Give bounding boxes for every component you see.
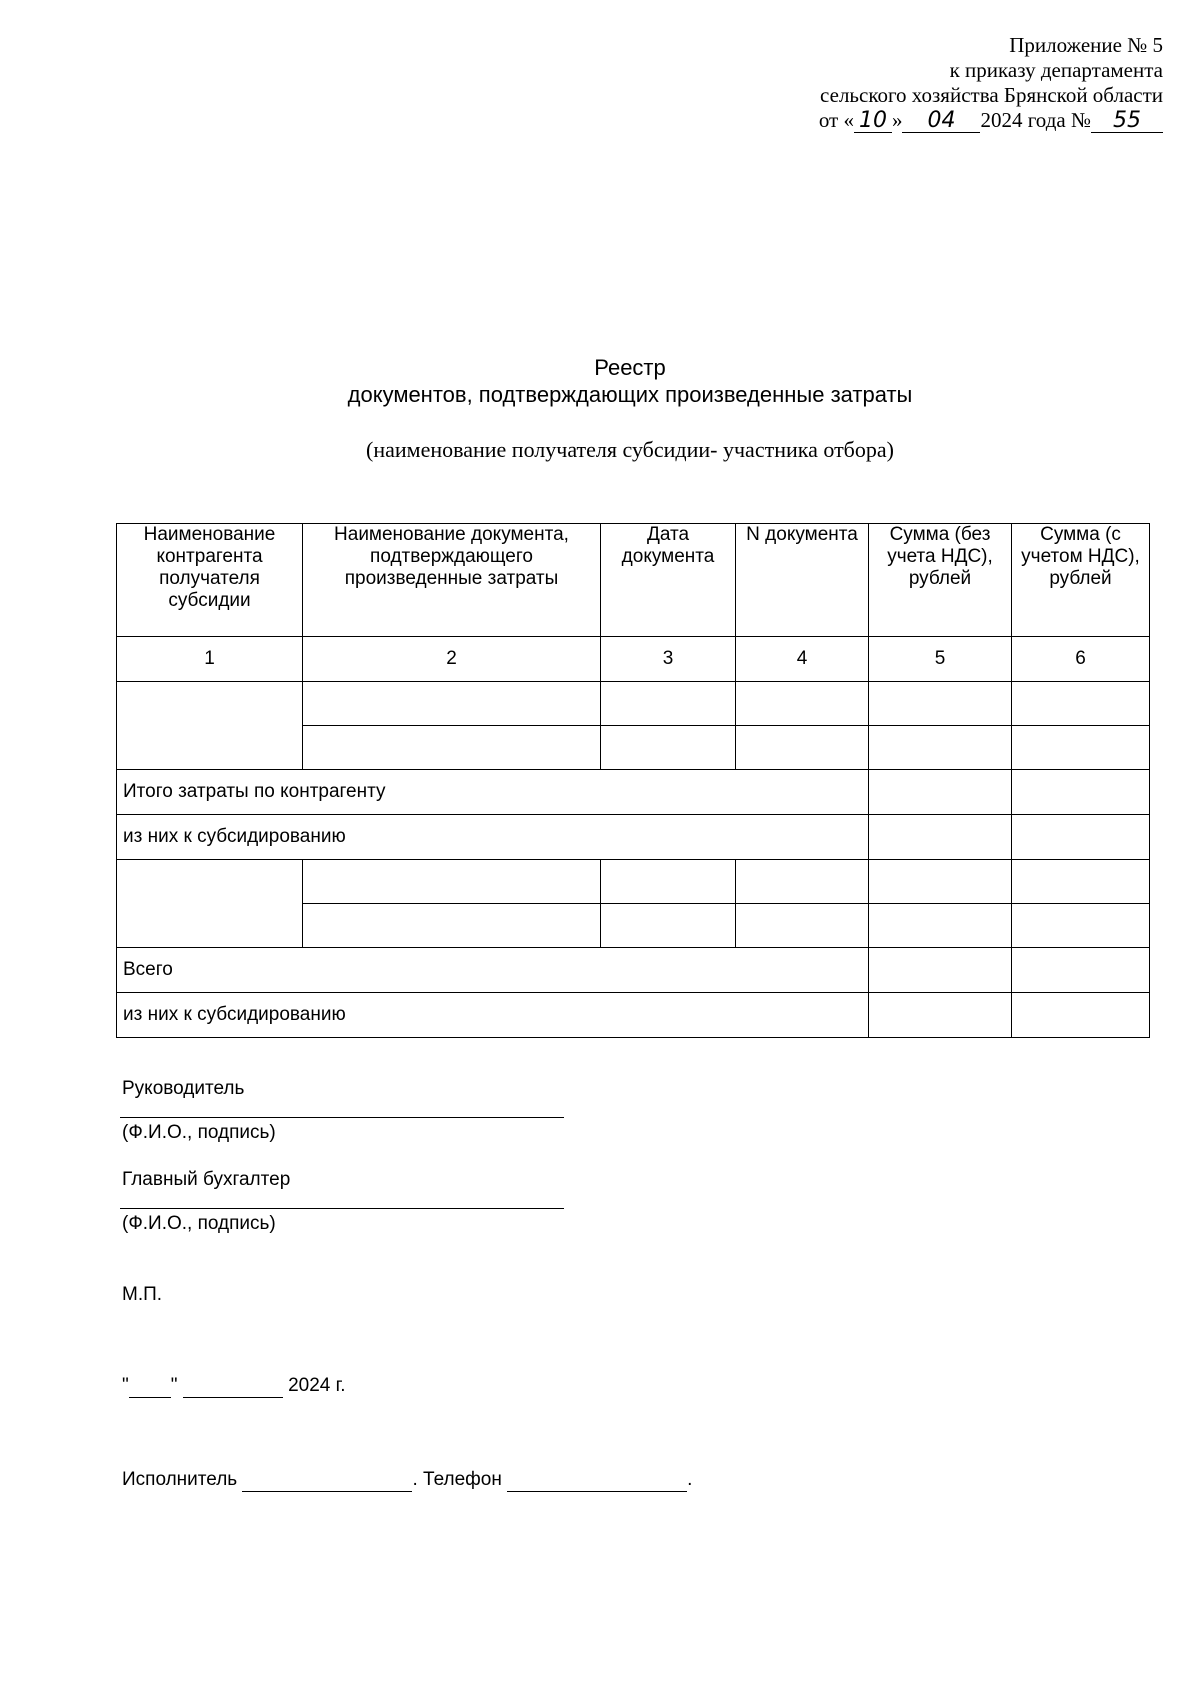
table-row xyxy=(117,682,1150,726)
column-header: Наименование контрагента получателя субсидии xyxy=(117,524,303,637)
document-subtitle: документов, подтверждающих произведенные затраты xyxy=(347,382,913,407)
stamp-placeholder: М.П. xyxy=(122,1284,163,1305)
column-number: 2 xyxy=(303,637,601,682)
subsidized-label: из них к субсидированию xyxy=(117,815,869,860)
appendix-department: сельского хозяйства Брянской области xyxy=(820,83,1163,107)
table-cell xyxy=(1012,815,1150,860)
executor-line xyxy=(122,1469,692,1492)
appendix-number: Приложение № 5 xyxy=(1009,33,1163,57)
table-cell xyxy=(601,682,736,726)
table-cell xyxy=(869,770,1012,815)
subsidized-label: из них к субсидированию xyxy=(117,993,869,1038)
table-cell xyxy=(1012,993,1150,1038)
order-day: 10 xyxy=(854,110,892,133)
recipient-hint: (наименование получателя субсидии- участника отбора) xyxy=(366,437,894,462)
table-cell xyxy=(736,904,869,948)
table-header-row xyxy=(117,524,1150,637)
column-header: Дата документа xyxy=(601,524,736,637)
table-cell xyxy=(1012,904,1150,948)
table-cell xyxy=(601,860,736,904)
head-signature-hint: (Ф.И.О., подпись) xyxy=(122,1122,276,1143)
table-cell xyxy=(1012,682,1150,726)
subsidized-row xyxy=(117,993,1150,1038)
date-month-blank xyxy=(183,1375,283,1398)
table-cell xyxy=(303,682,601,726)
date-quote-close: " xyxy=(170,1375,178,1396)
column-number-row xyxy=(117,637,1150,682)
column-number: 5 xyxy=(869,637,1012,682)
column-header: Сумма (с учетом НДС), рублей xyxy=(1012,524,1150,637)
date-mid: » xyxy=(891,108,903,132)
total-contractor-row xyxy=(117,770,1150,815)
table-cell xyxy=(601,726,736,770)
contractor-cell xyxy=(117,860,303,948)
date-day-blank xyxy=(129,1375,171,1398)
column-header: Сумма (без учета НДС), рублей xyxy=(869,524,1012,637)
table-cell xyxy=(736,682,869,726)
table-cell xyxy=(869,948,1012,993)
table-cell xyxy=(869,993,1012,1038)
column-header: Наименование документа, подтверждающего произведенные затраты xyxy=(303,524,601,637)
total-contractor-label: Итого затраты по контрагенту xyxy=(117,770,869,815)
column-header: N документа xyxy=(736,524,869,637)
executor-label: Исполнитель xyxy=(122,1469,238,1490)
order-year: 2024 года № xyxy=(980,108,1091,132)
grand-total-row xyxy=(117,948,1150,993)
table-cell xyxy=(736,726,869,770)
appendix-header xyxy=(663,33,1163,133)
accountant-signature-hint: (Ф.И.О., подпись) xyxy=(122,1213,276,1234)
table-cell xyxy=(1012,770,1150,815)
table-cell xyxy=(1012,860,1150,904)
date-year: 2024 г. xyxy=(288,1375,346,1396)
table-cell xyxy=(869,726,1012,770)
table-cell xyxy=(736,860,869,904)
contractor-cell xyxy=(117,682,303,770)
grand-total-label: Всего xyxy=(117,948,869,993)
column-number: 4 xyxy=(736,637,869,682)
head-signature-line xyxy=(120,1117,564,1118)
appendix-date-line xyxy=(663,108,1163,133)
table-cell xyxy=(303,904,601,948)
phone-blank xyxy=(507,1469,687,1492)
table-cell xyxy=(601,904,736,948)
registry-table xyxy=(116,523,1150,1038)
order-number: 55 xyxy=(1091,110,1163,133)
order-month: 04 xyxy=(902,110,980,133)
signing-date xyxy=(122,1375,346,1398)
table-cell xyxy=(869,815,1012,860)
table-cell xyxy=(869,904,1012,948)
table-cell xyxy=(303,860,601,904)
column-number: 6 xyxy=(1012,637,1150,682)
phone-label: . Телефон xyxy=(412,1469,502,1490)
column-number: 1 xyxy=(117,637,303,682)
accountant-label: Главный бухгалтер xyxy=(122,1169,291,1190)
date-quote-open: " xyxy=(122,1375,129,1396)
table-cell xyxy=(303,726,601,770)
head-label: Руководитель xyxy=(122,1078,245,1099)
column-number: 3 xyxy=(601,637,736,682)
table-row xyxy=(117,860,1150,904)
date-prefix: от « xyxy=(818,108,854,132)
executor-blank xyxy=(242,1469,412,1492)
appendix-order-ref: к приказу департамента xyxy=(949,58,1163,82)
table-cell xyxy=(1012,948,1150,993)
subsidized-row xyxy=(117,815,1150,860)
accountant-signature-line xyxy=(120,1208,564,1209)
table-cell xyxy=(869,860,1012,904)
table-cell xyxy=(869,682,1012,726)
document-title: Реестр xyxy=(594,355,666,380)
table-cell xyxy=(1012,726,1150,770)
line-end: . xyxy=(687,1469,693,1490)
